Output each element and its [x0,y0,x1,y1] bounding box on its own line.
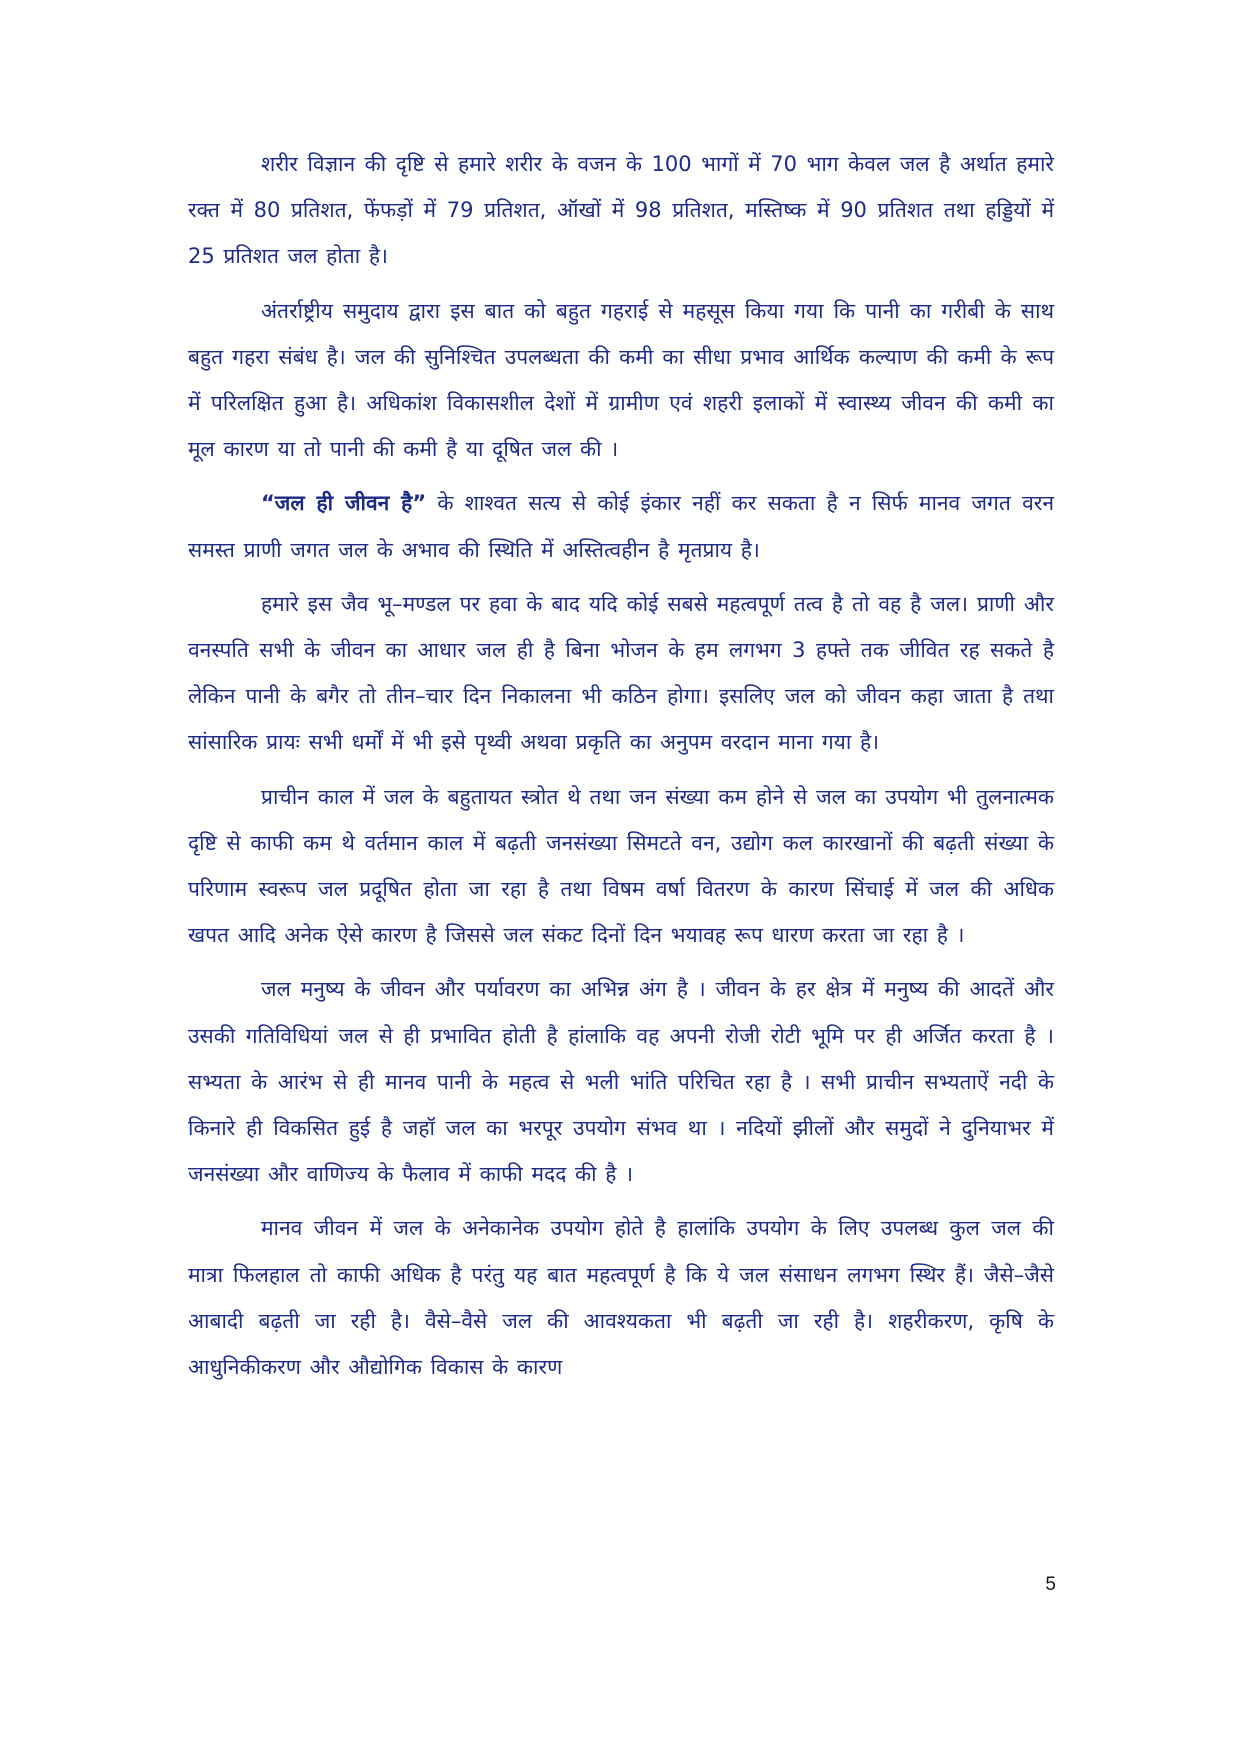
paragraph-text: के शाश्वत सत्य से कोई इंकार नहीं कर सकता है न सिर्फ मानव जगत वरन समस्त प्राणी जगत जल के अभाव की स्थिति में अस्तित्वहीन है मृतप्राय है। [188,491,1054,562]
page-number: 5 [1045,1574,1056,1595]
paragraph-text: अंतर्राष्ट्रीय समुदाय द्वारा इस बात को बहुत गहराई से महसूस किया गया कि पानी का गरीबी के साथ बहुत गहरा संबंध है। जल की सुनिश्चित उपलब्धता की कमी का सीधा प्रभाव आर्थिक कल्याण की कमी के रूप में परिलक्षित हुआ है। अधिकांश विकासशील देशों में ग्रामीण एवं शहरी इलाकों में स्वास्थ्य जीवन की कमी का मूल कारण या तो पानी की कमी है या दूषित जल की । [188,298,1054,462]
paragraph-text: प्राचीन काल में जल के बहुतायत स्त्रोत थे तथा जन संख्या कम होने से जल का उपयोग भी तुलनात्मक दृष्टि से काफी कम थे वर्तमान काल में बढ़ती जनसंख्या सिमटते वन, उद्योग कल कारखानों की बढ़ती संख्या के परिणाम स्वरूप जल प्रदूषित होता जा रहा है तथा विषम वर्षा वितरण के कारण सिंचाई में जल की अधिक खपत आदि अनेक ऐसे कारण है जिससे जल संकट दिनों दिन भयावह रूप धारण करता जा रहा है । [188,784,1054,948]
paragraph-text: हमारे इस जैव भू–मण्डल पर हवा के बाद यदि कोई सबसे महत्वपूर्ण तत्व है तो वह है जल। प्राणी और वनस्पति सभी के जीवन का आधार जल ही है बिना भोजन के हम लगभग 3 हफ्ते तक जीवित रह सकते है लेकिन पानी के बगैर तो तीन–चार दिन निकालना भी कठिन होगा। इसलिए जल को जीवन कहा जाता है तथा सांसारिक प्रायः सभी धर्मों में भी इसे पृथ्वी अथवा प्रकृति का अनुपम वरदान माना गया है। [188,591,1054,755]
paragraph-lead-bold: “जल ही जीवन है” [261,491,427,516]
paragraph-text: जल मनुष्य के जीवन और पर्यावरण का अभिन्न अंग है । जीवन के हर क्षेत्र में मनुष्य की आदतें और उसकी गतिविधियां जल से ही प्रभावित होती है हांलाकि वह अपनी रोजी रोटी भूमि पर ही अर्जित करता है । सभ्यता के आरंभ से ही मानव पानी के महत्व से भली भांति परिचित रहा है । सभी प्राचीन सभ्यताऐं नदी के किनारे ही विकसित हुई है जहॉ जल का भरपूर उपयोग संभव था । नदियों झीलों और समुदों ने दुनियाभर में जनसंख्या और वाणिज्य के फैलाव में काफी मदद की है । [188,977,1054,1187]
paragraph-body-water-percentage [188,141,1054,280]
body-text [188,141,1054,1398]
paragraph-text: शरीर विज्ञान की दृष्टि से हमारे शरीर के वजन के 100 भागों में 70 भाग केवल जल है अर्थात हमारे रक्त में 80 प्रतिशत, फेंफड़ों में 79 प्रतिशत, ऑखों में 98 प्रतिशत, मस्तिष्क में 90 प्रतिशत तथा हड्डियों में 25 प्रतिशत जल होता है। [188,152,1054,269]
paragraph-poverty-link [188,288,1054,473]
paragraph-water-uses [188,1205,1054,1390]
paragraph-water-is-life [188,480,1054,572]
paragraph-ancient-times [188,774,1054,959]
paragraph-text: मानव जीवन में जल के अनेकानेक उपयोग होते है हालांकि उपयोग के लिए उपलब्ध कुल जल की मात्रा फिलहाल तो काफी अधिक है परंतु यह बात महत्वपूर्ण है कि ये जल संसाधन लगभग स्थिर हैं। जैसे–जैसे आबादी बढ़ती जा रही है। वैसे–वैसे जल की आवश्यकता भी बढ़ती जा रही है। शहरीकरण, कृषि के आधुनिकीकरण और औद्योगिक विकास के कारण [188,1216,1054,1380]
paragraph-biosphere [188,581,1054,766]
paragraph-civilization [188,966,1054,1197]
